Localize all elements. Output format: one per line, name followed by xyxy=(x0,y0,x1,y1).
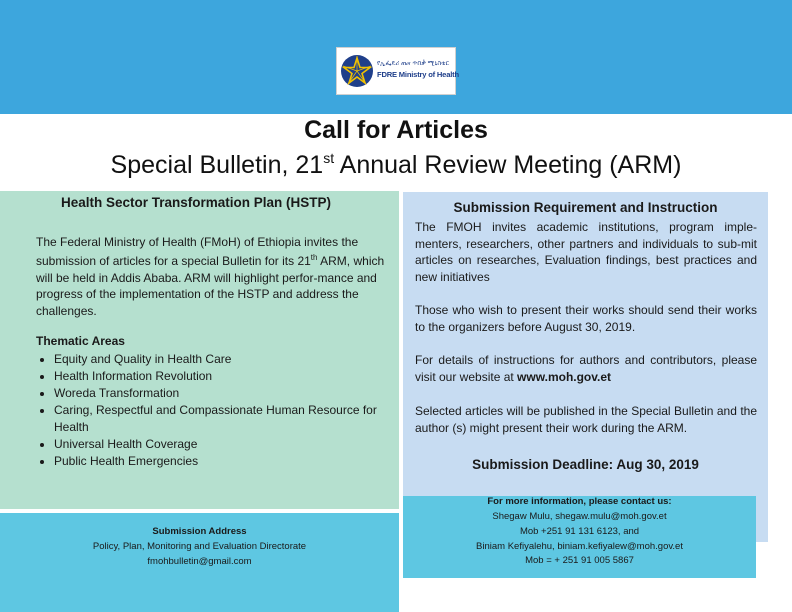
requirements-para-2: Those who wish to present their works should send their works to the organizers before August 30, 2019. xyxy=(415,303,757,334)
submission-deadline: Submission Deadline: Aug 30, 2019 xyxy=(472,457,699,472)
list-item: • Woreda Transformation xyxy=(54,385,414,402)
thematic-areas-list xyxy=(36,351,414,470)
hstp-intro: The Federal Ministry of Health (FMoH) of Ethiopia invites the submission of articles for a special Bulletin for its 21th ARM, which will be held in Addis Ababa. ARM will highlight perfor-mance and progress of the implementation of the HSTP and address the challenges. xyxy=(36,235,385,318)
logo-english-text: FDRE Ministry of Health xyxy=(377,70,459,79)
contact-line: Mob = + 251 91 005 5867 xyxy=(525,555,634,566)
thematic-areas-heading: Thematic Areas xyxy=(36,334,125,348)
logo-amharic-text: የኢፌዴሪ ጤና ጥበቃ ሚኒስቴር xyxy=(377,60,450,67)
ethiopian-star-emblem-icon xyxy=(340,52,374,90)
address-title: Submission Address xyxy=(152,526,247,537)
requirements-para-1: The FMOH invites academic institutions, program imple-menters, researchers, other partners and individuals to sub-mit articles on researches, Evaluation findings, best practices and new initiatives xyxy=(415,220,757,284)
requirements-para-4: Selected articles will be published in the Special Bulletin and the author (s) might present their work during the ARM. xyxy=(415,404,757,435)
requirements-para-3: For details of instructions for authors and contributors, please visit our website at www.moh.gov.et xyxy=(415,353,757,384)
contact-line[interactable]: Biniam Kefiyalehu, biniam.kefiyalew@moh.gov.et xyxy=(476,541,683,552)
contact-line[interactable]: Shegaw Mulu, shegaw.mulu@moh.gov.et xyxy=(492,511,667,522)
requirements-heading: Submission Requirement and Instruction xyxy=(453,200,718,215)
address-line: Policy, Plan, Monitoring and Evaluation Directorate xyxy=(92,541,307,552)
contact-title: For more information, please contact us: xyxy=(487,496,672,507)
hstp-heading: Health Sector Transformation Plan (HSTP) xyxy=(61,195,332,210)
list-item: • Universal Health Coverage xyxy=(54,436,414,453)
page-title: Call for Articles xyxy=(304,116,488,144)
address-email[interactable]: fmohbulletin@gmail.com xyxy=(147,556,252,567)
page-subtitle: Special Bulletin, 21st Annual Review Meeting (ARM) xyxy=(110,150,682,179)
website-link[interactable]: www.moh.gov.et xyxy=(517,369,612,384)
list-item: • Public Health Emergencies xyxy=(54,453,414,470)
list-item: • Health Information Revolution xyxy=(54,368,414,385)
ministry-logo xyxy=(336,47,459,95)
list-item: • Equity and Quality in Health Care xyxy=(54,351,414,368)
contact-line: Mob +251 91 131 6123, and xyxy=(519,526,640,537)
list-item: • Caring, Respectful and Compassionate Human Resource for Health xyxy=(54,402,414,435)
